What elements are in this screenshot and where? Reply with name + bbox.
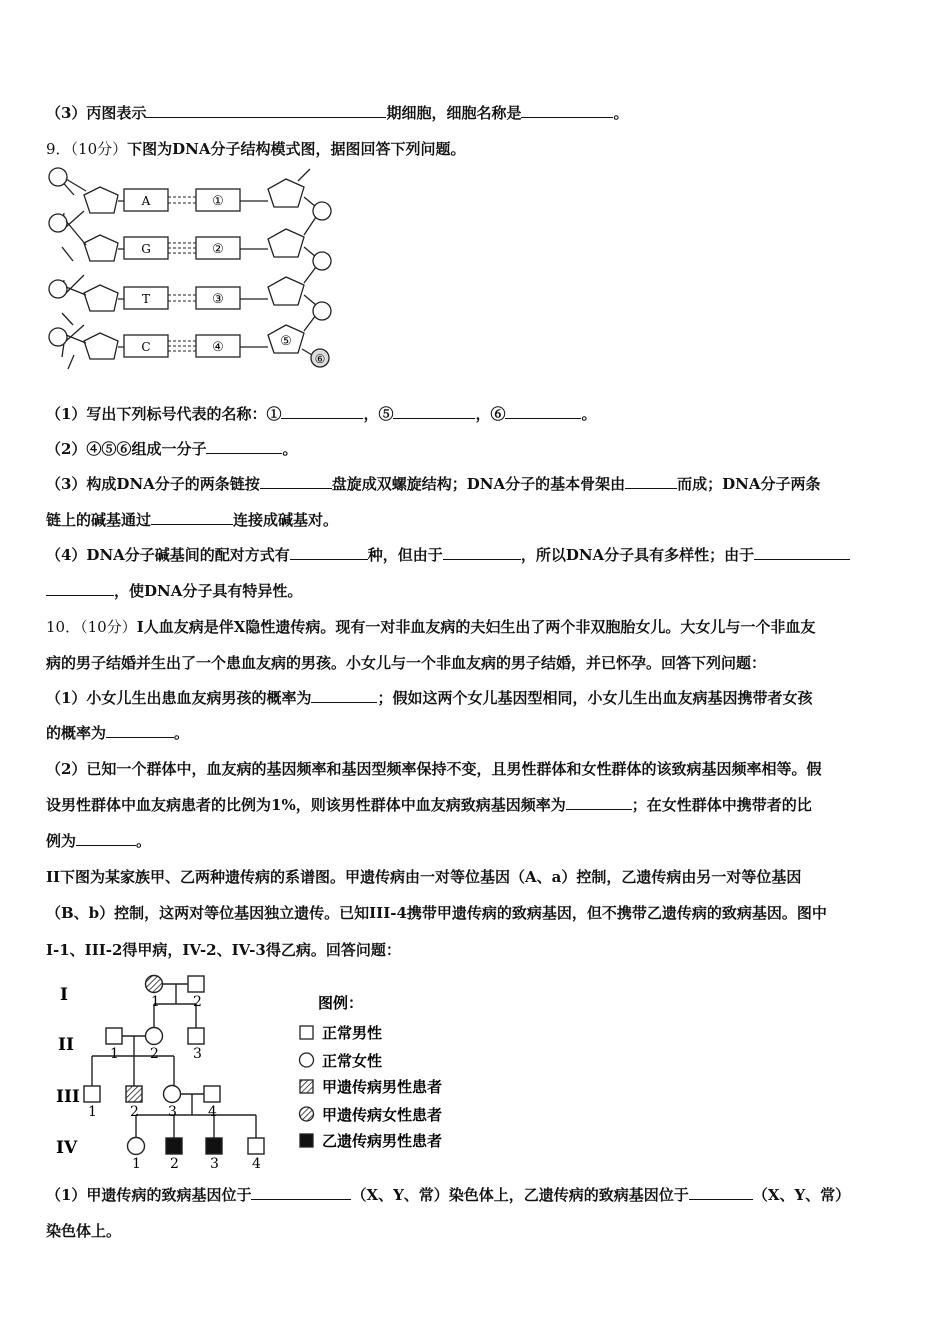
IV-1-normal-female [128, 1138, 145, 1155]
label-4: ④ [212, 340, 224, 355]
q10-ii-part1-line2: 染色体上。 [46, 1222, 122, 1240]
base-C: C [141, 340, 151, 354]
answer-blank[interactable] [206, 439, 282, 454]
q9-part3-line1: （3）构成DNA分子的两条链按 盘旋成双螺旋结构；DNA分子的基本骨架由 而成；DNA分子两条 [46, 475, 821, 493]
q10-partII-line3: I-1、III-2得甲病，IV-2、IV-3得乙病。回答问题： [46, 941, 401, 959]
I-1-affected-female [146, 976, 163, 993]
svg-text:1: 1 [110, 1046, 119, 1062]
answer-blank[interactable] [76, 831, 136, 846]
IV-2-yi-affected-male [166, 1138, 182, 1154]
legend-title: 图例： [318, 994, 364, 1012]
q9-part3-line2: 链上的碱基通过 连接成碱基对。 [46, 511, 339, 529]
label-2: ② [212, 242, 224, 257]
III-2-affected-male [126, 1086, 142, 1102]
II-3-normal-male [188, 1028, 204, 1044]
q10-part1-line1: （1）小女儿生出患血友病男孩的概率为 ；假如这两个女儿基因型相同，小女儿生出血友病基因携带者女孩 [46, 689, 813, 707]
q9-part4-line1: （4）DNA分子碱基间的配对方式有 种，但由于 ，所以DNA分子具有多样性；由于 [46, 545, 850, 565]
legend-normal-male-icon [300, 1026, 313, 1039]
gen-IV: IV [56, 1138, 78, 1158]
svg-text:甲遗传病女性患者: 甲遗传病女性患者 [322, 1106, 443, 1124]
answer-blank[interactable] [754, 545, 850, 560]
q10-part2-line3: 例为 。 [46, 832, 152, 850]
I-2-normal-male [188, 976, 204, 992]
svg-text:3: 3 [210, 1156, 219, 1172]
svg-text:2: 2 [130, 1104, 139, 1120]
svg-text:1: 1 [151, 994, 160, 1010]
svg-text:1: 1 [88, 1104, 97, 1120]
svg-text:正常男性: 正常男性 [322, 1024, 383, 1042]
svg-text:2: 2 [170, 1156, 179, 1172]
IV-3-yi-affected-male [206, 1138, 222, 1154]
label-1: ① [212, 194, 224, 209]
IV-4-normal-male [248, 1138, 264, 1154]
q10-ii-part1-line1: （1）甲遗传病的致病基因位于 （X、Y、常）染色体上，乙遗传病的致病基因位于 （X、Y、常） [46, 1186, 851, 1204]
svg-text:正常女性: 正常女性 [322, 1052, 383, 1070]
answer-blank[interactable] [521, 103, 613, 118]
svg-text:甲遗传病男性患者: 甲遗传病男性患者 [322, 1078, 443, 1096]
answer-blank[interactable] [281, 404, 363, 419]
label-5: ⑤ [280, 334, 292, 349]
answer-blank[interactable] [146, 103, 386, 118]
answer-blank[interactable] [689, 1185, 753, 1200]
answer-blank[interactable] [251, 1185, 351, 1200]
label-6: ⑥ [314, 352, 326, 366]
answer-blank[interactable] [443, 545, 521, 560]
answer-blank[interactable] [151, 510, 233, 525]
base-A: A [141, 194, 151, 208]
svg-text:1: 1 [132, 1156, 141, 1172]
svg-text:2: 2 [150, 1046, 159, 1062]
gen-II: II [58, 1035, 74, 1055]
gen-I: I [60, 985, 68, 1005]
answer-blank[interactable] [393, 404, 475, 419]
q9-part1: （1）写出下列标号代表的名称：① ，⑤ ，⑥ 。 [46, 405, 597, 423]
answer-blank[interactable] [106, 723, 174, 738]
answer-blank[interactable] [46, 581, 114, 596]
III-3-normal-female [164, 1086, 181, 1103]
svg-text:乙遗传病男性患者: 乙遗传病男性患者 [322, 1132, 443, 1150]
answer-blank[interactable] [625, 474, 677, 489]
II-2-normal-female [146, 1028, 163, 1045]
svg-text:3: 3 [193, 1046, 202, 1062]
label-3: ③ [212, 292, 224, 307]
svg-text:3: 3 [168, 1104, 177, 1120]
III-4-normal-male [204, 1086, 220, 1102]
svg-text:4: 4 [252, 1156, 261, 1172]
answer-blank[interactable] [260, 474, 332, 489]
q10-part1-line2: 的概率为 。 [46, 724, 190, 742]
II-1-normal-male [106, 1028, 122, 1044]
q9-part2: （2）④⑤⑥组成一分子 。 [46, 440, 298, 458]
gen-III: III [56, 1087, 80, 1107]
svg-text:2: 2 [193, 994, 202, 1010]
legend-jia-female-icon [300, 1107, 314, 1121]
legend-jia-male-icon [300, 1080, 313, 1093]
q9-part4-line2: ，使DNA分子具有特异性。 [46, 581, 302, 601]
q10-partII-line2: （B、b）控制，这两对等位基因独立遗传。已知III-4携带甲遗传病的致病基因，但不携带乙遗传病的致病基因。图中 [46, 904, 827, 922]
q10-part2-line1: （2）已知一个群体中，血友病的基因频率和基因型频率保持不变，且男性群体和女性群体的该致病基因频率相等。假 [46, 760, 822, 778]
answer-blank[interactable] [290, 545, 368, 560]
legend-normal-female-icon [300, 1053, 314, 1067]
pedigree-chart [50, 970, 480, 1180]
q10-intro-line2: 病的男子结婚并生出了一个患血友病的男孩。小女儿与一个非血友病的男子结婚，并已怀孕。回答下列问题： [46, 654, 767, 672]
answer-blank[interactable] [566, 795, 632, 810]
answer-blank[interactable] [311, 688, 377, 703]
q8-part3: （3）丙图表示 期细胞，细胞名称是 。 [46, 104, 629, 122]
III-1-normal-male [84, 1086, 100, 1102]
q10-intro-line1: 10．（10分）I人血友病是伴X隐性遗传病。现有一对非血友病的夫妇生出了两个非双胞胎女儿。大女儿与一个非血友 [46, 618, 816, 636]
pedigree-legend [300, 994, 443, 1150]
q10-part2-line2: 设男性群体中血友病患者的比例为1%，则该男性群体中血友病致病基因频率为 ；在女性群体中携带者的比 [46, 796, 812, 814]
q10-partII-line1: II下图为某家族甲、乙两种遗传病的系谱图。甲遗传病由一对等位基因（A、a）控制，乙遗传病由另一对等位基因 [46, 868, 802, 886]
legend-yi-male-icon [300, 1134, 313, 1147]
svg-text:4: 4 [208, 1104, 217, 1120]
dna-structure-diagram [40, 165, 340, 375]
base-G: G [141, 242, 151, 256]
base-T: T [141, 292, 151, 306]
q9-title: 9．（10分）下图为DNA分子结构模式图，据图回答下列问题。 [46, 140, 466, 158]
answer-blank[interactable] [505, 404, 581, 419]
